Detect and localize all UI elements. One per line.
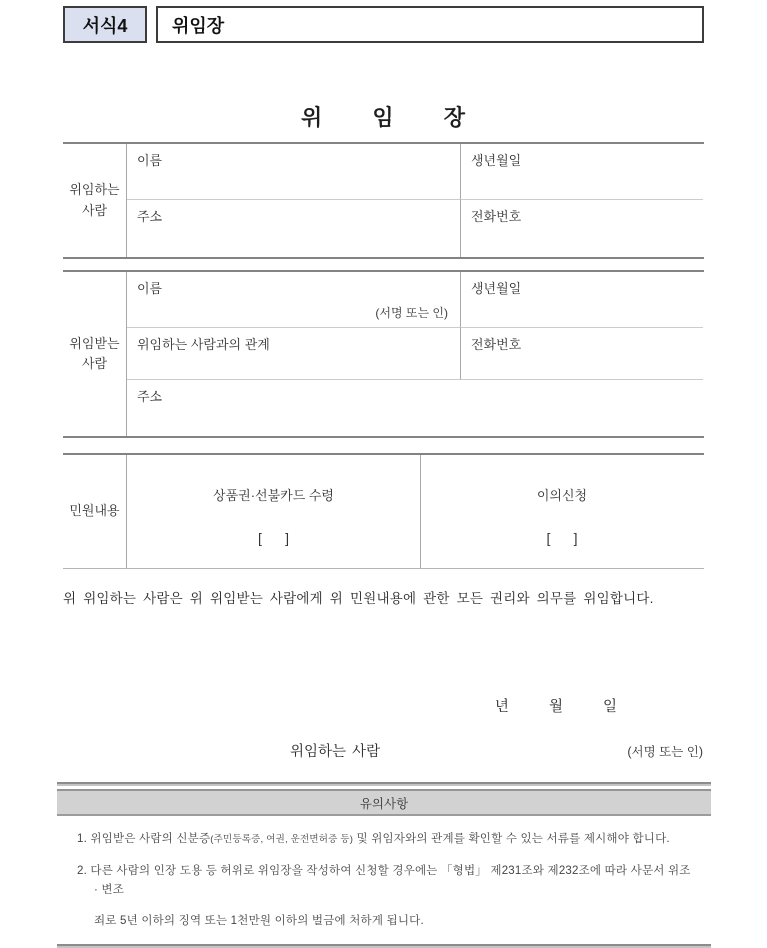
form-number-badge: 서식4: [63, 6, 147, 43]
delegate-table: [63, 270, 704, 438]
notice-bottom-divider: [57, 944, 711, 948]
notice-item-1-text: 1. 위임받은 사람의 신분증: [77, 833, 211, 845]
delegator-phone-field: 전화번호: [460, 200, 703, 257]
form-header: [63, 6, 704, 43]
option-giftcard-label: 상품권·선불카드 수령: [213, 488, 334, 503]
request-row-label: 민원내용: [63, 455, 127, 568]
option-objection: [420, 455, 703, 568]
notice-item-1-paren: (주민등록증, 여권, 운전면허증 등): [210, 834, 354, 845]
delegator-birth-field: 생년월일: [460, 144, 703, 200]
signature-row: [63, 740, 703, 761]
option-giftcard-checkbox[interactable]: [ ]: [257, 530, 290, 546]
delegate-birth-field: 생년월일: [460, 272, 703, 328]
delegation-form-page: [0, 6, 767, 928]
delegator-row-label: 위임하는 사람: [63, 144, 127, 257]
delegate-row-label: 위임받는 사람: [63, 272, 127, 436]
notice-top-divider: [57, 782, 711, 786]
delegate-address-field: 주소: [137, 389, 163, 404]
delegate-name-label: 이름: [137, 281, 163, 296]
notice-item-2-line2: 죄로 5년 이하의 징역 또는 1천만원 이하의 벌금에 처하게 됩니다.: [94, 915, 424, 928]
delegate-name-field: [127, 272, 460, 328]
option-giftcard: [127, 455, 420, 568]
delegate-sign-note: (서명 또는 인): [375, 306, 448, 320]
delegator-name-field: 이름: [127, 144, 460, 200]
delegate-phone-field: 전화번호: [460, 328, 703, 380]
notice-list: [57, 830, 711, 931]
document-title: 위 임 장: [301, 105, 466, 130]
option-objection-checkbox[interactable]: [ ]: [546, 530, 578, 546]
notice-item-1-rest: 및 위임자와의 관계를 확인할 수 있는 서류를 제시해야 합니다.: [353, 833, 670, 845]
signature-sign-note: (서명 또는 인): [627, 745, 703, 759]
date-line: 년 월 일: [494, 699, 617, 715]
notice-title-bar: 유의사항: [57, 789, 711, 816]
form-title-box: 위임장: [156, 6, 704, 43]
delegator-table: [63, 142, 704, 259]
delegate-relation-field: 위임하는 사람과의 관계: [127, 328, 460, 380]
delegation-statement: 위 위임하는 사람은 위 위임받는 사람에게 위 민원내용에 관한 모든 권리와 의무를 위임합니다.: [63, 591, 654, 606]
option-objection-label: 이의신청: [536, 488, 588, 503]
notice-item-1: [77, 830, 691, 848]
request-table: [63, 453, 704, 569]
notice-item-2-line1: 2. 다른 사람의 인장 도용 등 허위로 위임장을 작성하여 신청할 경우에는 「형법」 제231조와 제232조에 따라 사문서 위조 · 변조: [77, 865, 691, 896]
signature-label: 위임하는 사람: [290, 744, 381, 760]
delegator-address-field: 주소: [137, 209, 163, 224]
